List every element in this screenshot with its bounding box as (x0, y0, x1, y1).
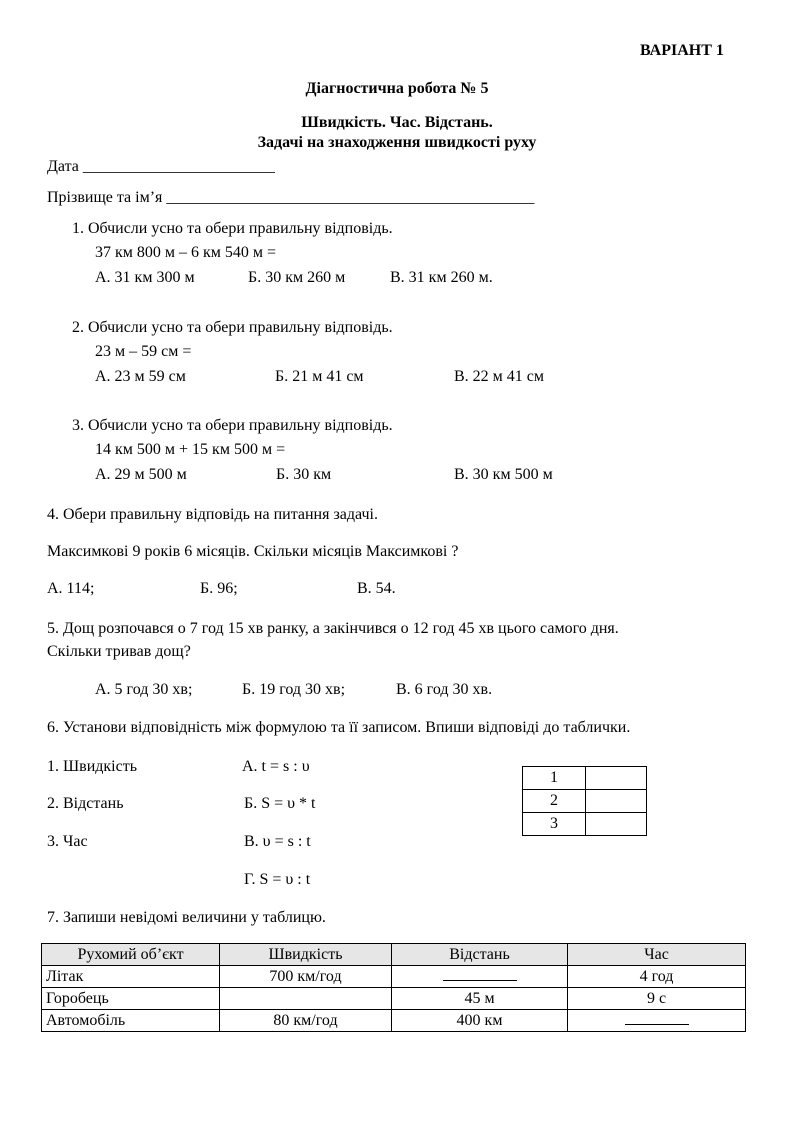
q6-left-1: 1. Швидкість (47, 758, 138, 775)
answer-row-number: 1 (523, 767, 586, 790)
subtitle-2: Задачі на знаходження швидкості руху (257, 134, 537, 151)
q1-prompt: 1. Обчисли усно та обери правильну відповідь. (72, 220, 393, 237)
table-header-row (42, 944, 746, 966)
q3-expression: 14 км 500 м + 15 км 500 м = (95, 441, 286, 458)
answer-cell[interactable] (586, 813, 647, 836)
q6-prompt: 6. Установи відповідність між формулою та її записом. Впиши відповіді до таблички. (47, 719, 631, 736)
cell-object: Літак (42, 966, 220, 988)
cell-speed-blank[interactable] (220, 988, 392, 1010)
q1-option-a: А. 31 км 300 м (95, 269, 195, 286)
subtitle-1: Швидкість. Час. Відстань. (301, 114, 493, 131)
q4-option-a: А. 114; (47, 580, 95, 597)
q3-prompt: 3. Обчисли усно та обери правильну відповідь. (72, 417, 393, 434)
answer-blank[interactable] (625, 1010, 689, 1025)
q6-right-d: Г. S = υ : t (244, 871, 311, 888)
q4-text: Максимкові 9 років 6 місяців. Скільки місяців Максимкові ? (47, 543, 459, 560)
q7-motion-table (41, 943, 746, 1032)
q4-option-b: Б. 96; (200, 580, 238, 597)
header-speed: Швидкість (220, 944, 392, 966)
q5-option-b: Б. 19 год 30 хв; (242, 681, 346, 698)
cell-object: Горобець (42, 988, 220, 1010)
q4-prompt: 4. Обери правильну відповідь на питання задачі. (47, 506, 378, 523)
header-distance: Відстань (392, 944, 568, 966)
name-field: Прізвище та ім’я ______________________________________________ (47, 189, 535, 206)
answer-row (523, 767, 647, 790)
page-title: Діагностична робота № 5 (305, 80, 489, 97)
q2-option-c: В. 22 м 41 см (454, 368, 545, 385)
q7-prompt: 7. Запиши невідомі величини у таблицю. (47, 909, 326, 926)
cell-distance: 45 м (392, 988, 568, 1010)
q2-option-a: А. 23 м 59 см (95, 368, 186, 385)
q3-option-b: Б. 30 км (276, 466, 332, 483)
q2-expression: 23 м – 59 см = (95, 343, 192, 360)
answer-row (523, 790, 647, 813)
q2-prompt: 2. Обчисли усно та обери правильну відповідь. (72, 319, 393, 336)
answer-row-number: 2 (523, 790, 586, 813)
q6-left-2: 2. Відстань (47, 795, 124, 812)
q6-right-a: А. t = s : υ (242, 758, 310, 775)
cell-distance: 400 км (392, 1010, 568, 1032)
variant-label: ВАРІАНТ 1 (640, 42, 724, 59)
answer-blank[interactable] (443, 966, 517, 981)
cell-object: Автомобіль (42, 1010, 220, 1032)
q5-option-c: В. 6 год 30 хв. (396, 681, 493, 698)
q1-option-b: Б. 30 км 260 м (248, 269, 346, 286)
q3-option-c: В. 30 км 500 м (454, 466, 553, 483)
q5-line-2: Скільки тривав дощ? (47, 643, 191, 660)
table-row (42, 1010, 746, 1032)
cell-speed: 700 км/год (220, 966, 392, 988)
date-field: Дата ________________________ (47, 158, 275, 175)
q6-answer-table (522, 766, 647, 836)
table-row (42, 988, 746, 1010)
q6-left-3: 3. Час (47, 833, 88, 850)
cell-time-blank[interactable] (568, 1010, 746, 1032)
answer-cell[interactable] (586, 767, 647, 790)
q2-option-b: Б. 21 м 41 см (275, 368, 364, 385)
q5-line-1: 5. Дощ розпочався о 7 год 15 хв ранку, а закінчився о 12 год 45 хв цього самого дня. (47, 620, 619, 637)
q6-right-c: В. υ = s : t (244, 833, 311, 850)
q3-option-a: А. 29 м 500 м (95, 466, 187, 483)
header-time: Час (568, 944, 746, 966)
cell-speed: 80 км/год (220, 1010, 392, 1032)
q4-option-c: В. 54. (357, 580, 396, 597)
q1-option-c: В. 31 км 260 м. (390, 269, 493, 286)
answer-row (523, 813, 647, 836)
q5-option-a: А. 5 год 30 хв; (95, 681, 193, 698)
answer-row-number: 3 (523, 813, 586, 836)
table-row (42, 966, 746, 988)
q1-expression: 37 км 800 м – 6 км 540 м = (95, 244, 277, 261)
cell-time: 4 год (568, 966, 746, 988)
header-object: Рухомий об’єкт (42, 944, 220, 966)
answer-cell[interactable] (586, 790, 647, 813)
cell-time: 9 с (568, 988, 746, 1010)
q6-right-b: Б. S = υ * t (244, 795, 316, 812)
cell-distance-blank[interactable] (392, 966, 568, 988)
